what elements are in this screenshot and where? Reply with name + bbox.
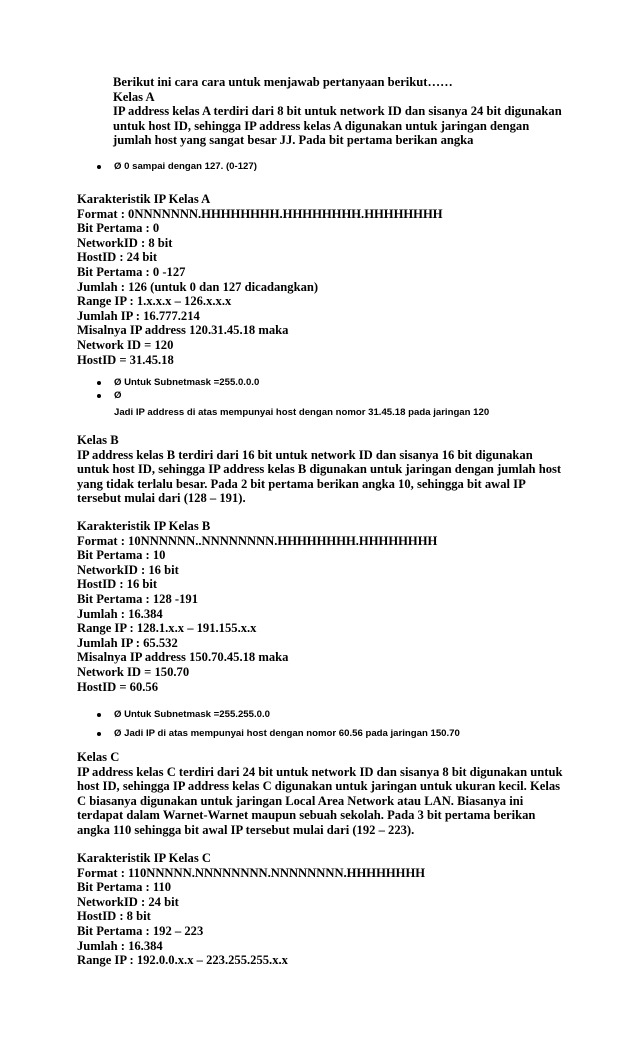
text-line: Bit Pertama : 10 (77, 548, 166, 563)
text-line: yang tidak terlalu besar. Pada 2 bit pertama berikan angka 10, sehingga bit awal IP (77, 476, 526, 491)
text-line: NetworkID : 16 bit (77, 562, 179, 577)
kelas-c-intro (77, 750, 577, 838)
intro-paragraph (113, 75, 573, 148)
list-item: Ø Untuk Subnetmask =255.0.0.0 (97, 376, 577, 389)
list-item: Ø Jadi IP di atas mempunyai host dengan nomor 60.56 pada jaringan 150.70 (97, 727, 577, 740)
text-line: HostID : 16 bit (77, 577, 158, 592)
text-line: Jumlah : 126 (untuk 0 dan 127 dicadangkan) (77, 279, 319, 294)
text-line: Karakteristik IP Kelas C (77, 851, 211, 865)
kelas-a-bullet-list (97, 376, 577, 402)
text-line: HostID = 60.56 (77, 679, 158, 694)
text-line: Jumlah : 16.384 (77, 606, 163, 621)
text-line: Jumlah : 16.384 (77, 938, 163, 953)
text-line: Bit Pertama : 192 – 223 (77, 923, 204, 938)
text-line: Range IP : 192.0.0.x.x – 223.255.255.x.x (77, 953, 288, 968)
intro-bullet-list (97, 160, 577, 173)
text-line: Misalnya IP address 120.31.45.18 maka (77, 323, 289, 338)
text-line: Jumlah IP : 16.777.214 (77, 308, 200, 323)
text-line: Jumlah IP : 65.532 (77, 635, 178, 650)
text-line: HostID = 31.45.18 (77, 352, 174, 367)
kelas-b-characteristics (77, 519, 577, 694)
list-item: Ø 0 sampai dengan 127. (0-127) (97, 160, 577, 173)
text-line: HostID : 8 bit (77, 909, 151, 924)
text-line: angka 110 sehingga bit awal IP tersebut mulai dari (192 – 223). (77, 822, 415, 837)
kelas-a-conclusion: Jadi IP address di atas mempunyai host dengan nomor 31.45.18 pada jaringan 120 (114, 407, 490, 418)
text-line: NetworkID : 8 bit (77, 235, 173, 250)
text-line: Range IP : 128.1.x.x – 191.155.x.x (77, 621, 257, 636)
text-line: Bit Pertama : 128 -191 (77, 591, 199, 606)
intro-line: IP address kelas A terdiri dari 8 bit untuk network ID dan sisanya 24 bit digunakan (113, 104, 562, 119)
text-line: terdapat dalam Warnet-Warnet maupun sebuah sekolah. Pada 3 bit pertama berikan (77, 808, 536, 823)
text-line: Bit Pertama : 0 (77, 221, 160, 236)
text-line: tersebut mulai dari (128 – 191). (77, 491, 246, 506)
text-line: NetworkID : 24 bit (77, 894, 179, 909)
text-line: Network ID = 120 (77, 337, 174, 352)
text-line: Bit Pertama : 110 (77, 880, 172, 895)
text-line: Karakteristik IP Kelas B (77, 519, 211, 533)
text-line: Network ID = 150.70 (77, 664, 190, 679)
kelas-b-bullet-list (97, 708, 577, 740)
text-line: Format : 110NNNNN.NNNNNNNN.NNNNNNNN.HHHHHHHH (77, 865, 426, 880)
text-line: Kelas B (77, 433, 119, 447)
text-line: IP address kelas B terdiri dari 16 bit untuk network ID dan sisanya 16 bit digunakan (77, 447, 533, 462)
intro-line: Kelas A (113, 89, 155, 104)
text-line: Misalnya IP address 150.70.45.18 maka (77, 650, 289, 665)
text-line: IP address kelas C terdiri dari 24 bit untuk network ID dan sisanya 8 bit digunakan untuk (77, 764, 563, 779)
text-line: Kelas C (77, 750, 120, 764)
text-line: untuk host ID, sehingga IP address kelas B digunakan untuk jaringan dengan jumlah host (77, 462, 562, 477)
text-line: Karakteristik IP Kelas A (77, 192, 211, 206)
intro-line: jumlah host yang sangat besar JJ. Pada bit pertama berikan angka (113, 133, 474, 148)
kelas-c-characteristics (77, 851, 577, 968)
kelas-b-intro (77, 433, 577, 506)
text-line: Bit Pertama : 0 -127 (77, 264, 186, 279)
text-line: HostID : 24 bit (77, 250, 158, 265)
list-item: Ø Untuk Subnetmask =255.255.0.0 (97, 708, 577, 721)
text-line: Format : 10NNNNNN..NNNNNNNN.HHHHHHHH.HHHHHHHH (77, 533, 438, 548)
list-item: Ø (97, 389, 577, 402)
text-line: host ID, sehingga IP address kelas C digunakan untuk jaringan untuk ukuran kecil. Kelas (77, 779, 561, 794)
intro-line: untuk host ID, sehingga IP address kelas A digunakan untuk jaringan dengan (113, 118, 530, 133)
intro-line: Berikut ini cara cara untuk menjawab pertanyaan berikut…… (113, 75, 453, 89)
text-line: Range IP : 1.x.x.x – 126.x.x.x (77, 294, 232, 309)
text-line: Format : 0NNNNNNN.HHHHHHHH.HHHHHHHH.HHHHHHHH (77, 206, 443, 221)
kelas-a-characteristics (77, 192, 577, 367)
text-line: C biasanya digunakan untuk jaringan Local Area Network atau LAN. Biasanya ini (77, 793, 524, 808)
